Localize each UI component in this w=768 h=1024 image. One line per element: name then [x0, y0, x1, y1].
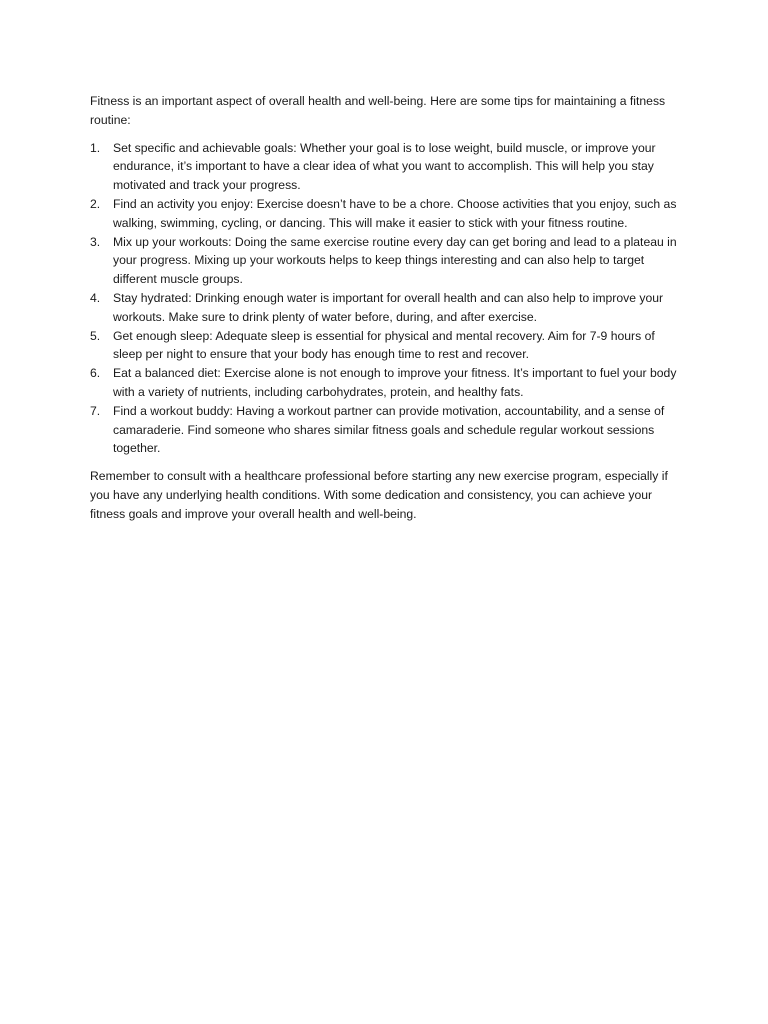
- list-item-text: Eat a balanced diet: Exercise alone is not enough to improve your fitness. It’s important to fuel your body with a variety of nutrients, including carbohydrates, protein, and healthy fats.: [113, 366, 677, 399]
- list-item-number: 3.: [90, 234, 101, 249]
- list-item: [90, 327, 680, 365]
- tips-list: [90, 139, 680, 459]
- list-item: [90, 402, 680, 458]
- list-item-text: Find an activity you enjoy: Exercise doesn’t have to be a chore. Choose activities that you enjoy, such as walking, swimming, cycling, or dancing. This will make it easier to stick with your fitness routine.: [113, 196, 677, 230]
- list-item: [90, 289, 680, 327]
- list-item-number: 7.: [90, 403, 101, 418]
- list-item-number: 2.: [90, 196, 101, 211]
- list-item-number: 1.: [90, 140, 101, 155]
- list-item: [90, 233, 680, 289]
- intro-paragraph: Fitness is an important aspect of overall health and well-being. Here are some tips for maintaining a fitness routine:: [90, 94, 666, 127]
- list-item: [90, 139, 680, 195]
- list-item-number: 5.: [90, 328, 101, 343]
- list-item-text: Get enough sleep: Adequate sleep is essential for physical and mental recovery. Aim for 7-9 hours of sleep per night to ensure that your body has enough time to rest and recover.: [113, 328, 655, 362]
- list-item-text: Mix up your workouts: Doing the same exercise routine every day can get boring and lead to a plateau in your progress. Mixing up your workouts helps to keep things interesting and can also help to target different muscle groups.: [113, 234, 677, 287]
- list-item-text: Stay hydrated: Drinking enough water is important for overall health and can also help to improve your workouts. Make sure to drink plenty of water before, during, and after exercise.: [113, 290, 664, 324]
- list-item: [90, 195, 680, 233]
- list-item-text: Find a workout buddy: Having a workout partner can provide motivation, accountability, and a sense of camaraderie. Find someone who shares similar fitness goals and schedule regular workout sessions together.: [113, 403, 665, 456]
- list-item: [90, 364, 680, 402]
- conclusion-paragraph: Remember to consult with a healthcare professional before starting any new exercise program, especially if you have any underlying health conditions. With some dedication and consistency, you can achieve your fitness goals and improve your overall health and well-being.: [90, 469, 668, 521]
- list-item-text: Set specific and achievable goals: Whether your goal is to lose weight, build muscle, or improve your endurance, it’s important to have a clear idea of what you want to accomplish. This will help you stay motivated and track your progress.: [113, 140, 656, 193]
- list-item-number: 4.: [90, 290, 101, 305]
- list-item-number: 6.: [90, 366, 101, 381]
